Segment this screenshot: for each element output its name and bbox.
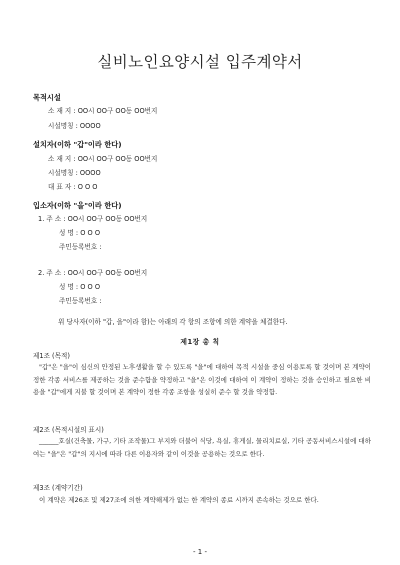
party-a-address: 소 재 지 : OO시 OO구 OO동 OO번지 bbox=[48, 155, 158, 163]
party-b-1-id: 주민등록번호 : bbox=[59, 243, 102, 251]
article-2-title: 제2조 (목적시설의 표시) bbox=[33, 426, 104, 434]
party-b-1-address: 1. 주 소 : OO시 OO구 OO동 OO번지 bbox=[38, 215, 148, 223]
party-a-name: 시설명칭 : OOOO bbox=[48, 169, 101, 177]
party-b-heading: 입소자(이하 "을"이라 한다) bbox=[33, 201, 122, 210]
article-1-text: "갑"은 "을"이 심신의 안정된 노후생활을 할 수 있도록 "을"에 대하여 목적 시설을 중심 이용토록 할 것이며 본 계약이 정한 각종 서비스를 제공하는 것을 준수함을 약정하고 "을"은 이것에 대하여 이 계약이 정하는 것을 승인하고 필요한 비용을 "갑"에게 지불 할 것이며 본 계약이 정한 각종 조항을 성실히 준수 할 것을 약정함. bbox=[33, 363, 371, 396]
facility-heading: 목적시설 bbox=[33, 93, 61, 102]
page-number: - 1 - bbox=[193, 548, 207, 556]
facility-address: 소 재 지 : OO시 OO구 OO동 OO번지 bbox=[48, 107, 158, 115]
party-b-2-name: 성 명 : O O O bbox=[59, 283, 101, 291]
article-2-body bbox=[33, 435, 371, 460]
chapter-heading: 제1장 총 칙 bbox=[180, 338, 220, 346]
article-2-text: ______호실(건축물, 가구, 기타 조작물)그 부지와 더불어 식당, 욕실, 휴게실, 물리치료실, 기타 공동서비스시설에 대하여는 "을"은 "갑"의 지시에 따라 다른 이용자와 같이 이것을 공용하는 것으로 한다. bbox=[33, 437, 371, 458]
party-b-2-address: 2. 주 소 : OO시 OO구 OO동 OO번지 bbox=[38, 269, 148, 277]
facility-name: 시설명칭 : OOOO bbox=[48, 122, 101, 130]
article-3-body bbox=[33, 494, 371, 507]
article-3-title: 제3조 (계약기간) bbox=[33, 484, 83, 492]
party-a-heading: 설치자(이하 "갑"이라 한다) bbox=[33, 140, 122, 149]
document-title: 실비노인요양시설 입주계약서 bbox=[97, 53, 303, 71]
article-3-text: 이 계약은 제26조 및 제27조에 의한 계약해제가 없는 한 계약의 종료 시까지 존속하는 것으로 한다. bbox=[39, 496, 319, 504]
article-1-title: 제1조 (목적) bbox=[33, 352, 70, 360]
article-1-body bbox=[33, 361, 371, 399]
party-b-1-name: 성 명 : O O O bbox=[59, 229, 101, 237]
party-a-rep: 대 표 자 : O O O bbox=[48, 183, 98, 191]
party-b-2-id: 주민등록번호 : bbox=[59, 297, 102, 305]
intro-sentence: 위 당사자(이하 "갑, 을"이라 함)는 아래의 각 항의 조항에 의한 계약을 체결한다. bbox=[58, 318, 288, 326]
